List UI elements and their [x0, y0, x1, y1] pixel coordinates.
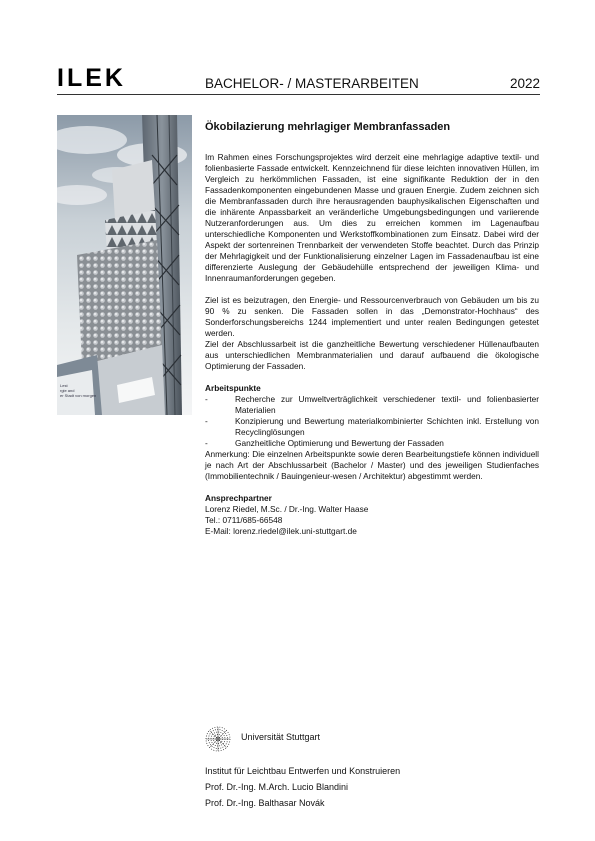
page-header: [57, 66, 540, 96]
university-block: [205, 726, 405, 748]
intro-paragraph: Im Rahmen eines Forschungsprojektes wird derzeit eine mehrlagige adaptive textil- und folienbasierte Fassade entwickelt. Kennzeichnend für diese leichten innovativen Hüllen, im Vergleich zu herkömmlichen Fassaden, ist eine signifikante Reduktion der in den Fassadenkomponenten eingebundenen Masse und grauen Energie. Zudem zeichnen sich die Membranfassaden durch ihre herausragenden bauphysikalischen Eigenschaften und die inhärente Anpassbarkeit an veränderliche Umgebungsbedingungen und variierende Nutzeranforderungen aus. Um dies zu erreichen kommen im Lagenaufbau unterschiedliche Komponenten und Werkstoffkombinationen zum Einsatz. Dabei wird der Aspekt der sortenreinen Trennbarkeit der verwendeten Stoffe beachtet. Durch das Prinzip der Mehrlagigkeit und der Funktionalisierung einzelner Lagen im Fassadenaufbau ist eine differenzierte Auslegung der Gebäudehülle entsprechend der jeweiligen Klima- und Innenraumanforderungen gegeben.: [205, 152, 539, 283]
header-rule: [57, 94, 540, 95]
contact-heading: Ansprechpartner: [205, 493, 272, 503]
university-name: Universität Stuttgart: [241, 732, 321, 742]
facade-illustration: [57, 115, 192, 415]
institute-block: [205, 763, 535, 811]
professor-1: Prof. Dr.-Ing. M.Arch. Lucio Blandini: [205, 782, 349, 792]
header-title: BACHELOR- / MASTERARBEITEN: [205, 76, 419, 91]
bullet-dash: -: [205, 438, 208, 448]
list-item: - Konzipierung und Bewertung materialkombinierter Schichten inkl. Erstellung von Recyclinglösungen: [205, 416, 539, 437]
professor-2: Prof. Dr.-Ing. Balthasar Novák: [205, 798, 325, 808]
goal-paragraph-2: Ziel der Abschlussarbeit ist die ganzheitliche Bewertung verschiedener Hüllenaufbauten aus unterschiedlichen Membranmaterialien und darauf aufbauend die ökologische Optimierung der Fassaden.: [205, 339, 539, 371]
contact-phone: Tel.: 0711/685-66548: [205, 515, 283, 525]
tasks-list: [205, 394, 539, 449]
header-year: 2022: [509, 76, 540, 91]
goal-paragraph-1: Ziel ist es beizutragen, den Energie- und Ressourcenverbrauch von Gebäuden um bis zu 90 % zu senken. Die Fassaden sollen in das „Demonstrator-Hochhaus“ des Sonderforschungsbereichs 1244 implementiert und unter realen Bedingungen getestet werden.: [205, 295, 539, 338]
tasks-note: Anmerkung: Die einzelnen Arbeitspunkte sowie deren Bearbeitungstiefe können individuell je nach Art der Abschlussarbeit (Bachelor / Master) und des jeweiligen Studienfaches (Immobilientechnik / Bauingenieur-wesen / Architektur) abgestimmt werden.: [205, 449, 539, 481]
contact-email[interactable]: E-Mail: lorenz.riedel@ilek.uni-stuttgart.de: [205, 526, 357, 536]
ilek-logo: ILEK: [57, 64, 126, 92]
main-content: [205, 120, 539, 537]
list-item: - Ganzheitliche Optimierung und Bewertung der Fassaden: [205, 438, 444, 448]
contact-names: Lorenz Riedel, M.Sc. / Dr.-Ing. Walter Haase: [205, 504, 369, 514]
institute-name: Institut für Leichtbau Entwerfen und Konstruieren: [205, 766, 401, 776]
facade-photo: [57, 115, 192, 415]
university-seal-icon: [205, 726, 231, 752]
list-item: - Recherche zur Umweltverträglichkeit verschiedener textil- und folienbasierter Materialien: [205, 394, 539, 415]
document-title: Ökobilazierung mehrlagiger Membranfassaden: [205, 121, 451, 133]
tasks-heading: Arbeitspunkte: [205, 383, 261, 393]
bullet-dash: -: [205, 394, 208, 404]
bullet-dash: -: [205, 416, 208, 426]
photo-caption: Lest rgie and er Stadt von morgen: [60, 383, 97, 398]
